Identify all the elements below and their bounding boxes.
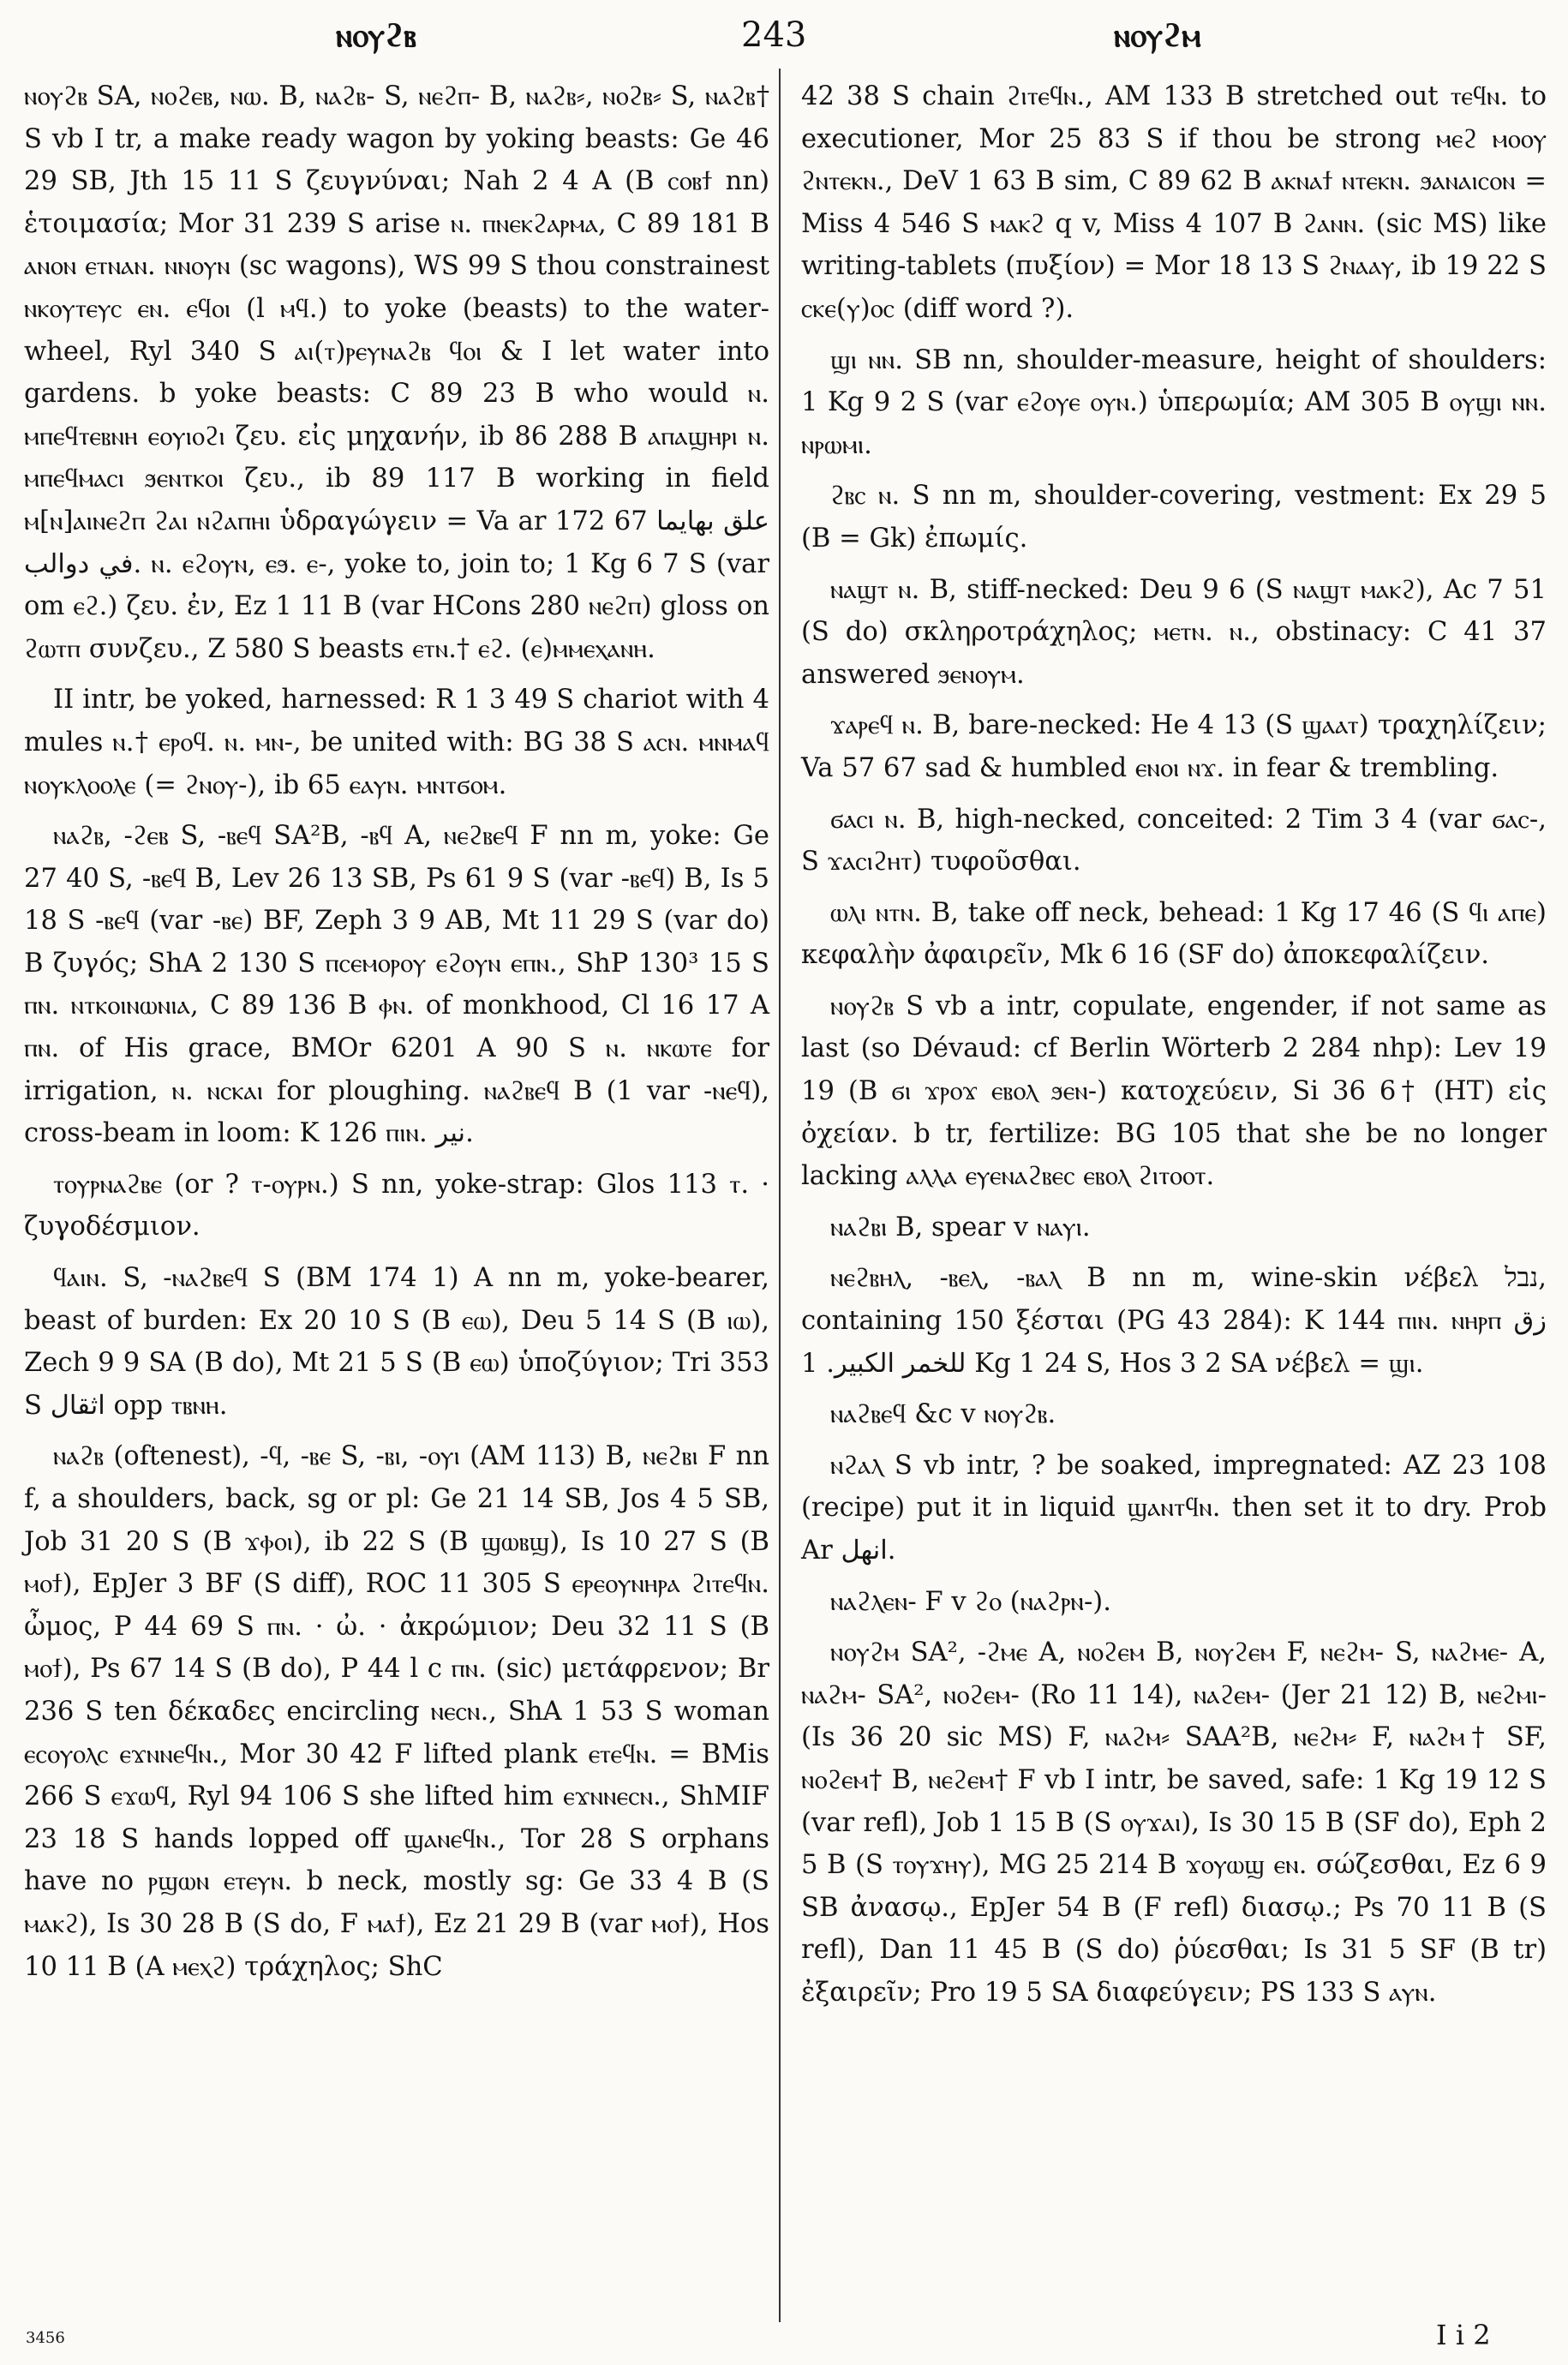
entry-behead: ⲱⲗⲓ ⲛⲧⲛ. B, take off neck, behead: 1 Kg 17 46 (S ϥⲓ ⲁⲡⲉ) κεφαλὴν ἀφαιρεῖν, Mk 6 16 (SF do) ἀποκεφαλίζειν.: [801, 897, 1547, 971]
printer-signature: 3456: [26, 2329, 65, 2347]
entry-nouhm-saved: ⲛⲟⲩϩⲙ SA², -ϩⲙⲉ A, ⲛⲟϩⲉⲙ B, ⲛⲟⲩϩⲉⲙ F, ⲛⲉϩⲙ- S, ⲛⲁϩⲙⲉ- A, ⲛⲁϩⲙ- SA², ⲛⲟϩⲉⲙ- (Ro 11 14), ⲛⲁϩⲉⲙ- (Jer 21 12) B, ⲛⲉϩⲙⲓ- (Is 36 20 sic MS) F, ⲛⲁϩⲙ⸗ SAA²B, ⲛⲉϩⲙ⸗ F, ⲛⲁϩⲙ† SF, ⲛⲟϩⲉⲙ† B, ⲛⲉϩⲉⲙ† F vb I intr, be saved, safe: 1 Kg 19 12 S (var refl), Job 1 15 B (S ⲟⲩϫⲁⲓ), Is 30 15 B (SF do), Eph 2 5 B (S ⲧⲟⲩϫⲏⲩ), MG 25 214 B ϫⲟⲩⲱϣ ⲉⲛ. σώζεσθαι, Ez 6 9 SB ἀνασῳ., EpJer 54 B (F refl) διασῳ.; Ps 70 11 B (S refl), Dan 11 45 B (S do) ῥύεσθαι; Is 31 5 SF (B tr) ἐξαιρεῖν; Pro 19 5 SA διαφεύγειν; PS 133 S ⲁⲩⲛ.: [801, 1638, 1547, 2008]
entry-yoke-strap: ⲧⲟⲩⲣⲛⲁϩⲃⲉ (or ? ⲧ-ⲟⲩⲣⲛ.) S nn, yoke-strap: Glos 113 ⲧ. · ζυγοδέσμιον.: [24, 1169, 769, 1242]
left-column: [24, 75, 769, 1997]
running-head-left: ⲛⲟⲩϩⲃ: [336, 15, 416, 54]
column-divider: [779, 69, 781, 2322]
entry-nahb-yoke-noun: ⲛⲁϩⲃ, -ϩⲉⲃ S, -ⲃⲉϥ SA²B, -ⲃϥ A, ⲛⲉϩⲃⲉϥ F nn m, yoke: Ge 27 40 S, -ⲃⲉϥ B, Lev 26 13 SB, Ps 61 9 S (var -ⲃⲉϥ) B, Is 5 18 S -ⲃⲉϥ (var -ⲃⲉ) BF, Zeph 3 9 AB, Mt 11 29 S (var do) B ζυγός; ShA 2 130 S ⲡⲥⲉⲙⲟⲣⲟⲩ ⲉϩⲟⲩⲛ ⲉⲡⲛ., ShP 130³ 15 S ⲡⲛ. ⲛⲧⲕⲟⲓⲛⲱⲛⲓⲁ, C 89 136 B ⲫⲛ. of monkhood, Cl 16 17 A ⲡⲛ. of His grace, BMOr 6201 A 90 S ⲛ. ⲛⲕⲱⲧⲉ for irrigation, ⲛ. ⲛⲥⲕⲁⲓ for ploughing. ⲛⲁϩⲃⲉϥ B (1 var -ⲛⲉϥ), cross-beam in loom: K 126 ⲡⲓⲛ. نير.: [24, 821, 769, 1149]
entry-yoke-bearer: ϥⲁⲓⲛ. S, -ⲛⲁϩⲃⲉϥ S (BM 174 1) A nn m, yoke-bearer, beast of burden: Ex 20 10 S (B ⲉⲱ), Deu 5 14 S (B ⲓⲱ), Zech 9 9 SA (B do), Mt 21 5 S (B ⲉⲱ) ὑποζύγιον; Tri 353 S اثقال opp ⲧⲃⲛⲏ.: [24, 1263, 769, 1421]
entry-wine-skin: ⲛⲉϩⲃⲏⲗ, -ⲃⲉⲗ, -ⲃⲁⲗ B nn m, wine-skin νέβελ נבל, containing 150 ξέσται (PG 43 284): K 144 ⲡⲓⲛ. ⲛⲏⲣⲡ زق للخمر الكبير. 1 Kg 1 24 S, Hos 3 2 SA νέβελ = ϣⲓ.: [801, 1263, 1547, 1379]
entry-high-necked: ϭⲁⲥⲓ ⲛ. B, high-necked, conceited: 2 Tim 3 4 (var ϭⲁⲥ-, S ϫⲁⲥⲓϩⲏⲧ) τυφοῦσθαι.: [801, 804, 1547, 877]
entry-intr-yoked: II intr, be yoked, harnessed: R 1 3 49 S chariot with 4 mules ⲛ.† ⲉⲣⲟϥ. ⲛ. ⲙⲛ-, be united with: BG 38 S ⲁⲥⲛ. ⲙⲛⲙⲁϥ ⲛⲟⲩⲕⲗⲟⲟⲗⲉ (= ϩⲛⲟⲩ-), ib 65 ⲉⲁⲩⲛ. ⲙⲛⲧϭⲟⲙ.: [24, 685, 769, 800]
entry-nahbef-crossref: ⲛⲁϩⲃⲉϥ &c v ⲛⲟⲩϩⲃ.: [830, 1399, 1056, 1430]
entry-nouhb-yoke: ⲛⲟⲩϩⲃ SA, ⲛⲟϩⲉⲃ, ⲛⲱ. B, ⲛⲁϩⲃ- S, ⲛⲉϩⲡ- B, ⲛⲁϩⲃ⸗, ⲛⲟϩⲃ⸗ S, ⲛⲁϩⲃ† S vb I tr, a make ready wagon by yoking beasts: Ge 46 29 SB, Jth 15 11 S ζευγνύναι; Nah 2 4 A (B ⲥⲟⲃϯ nn) ἑτοιμασία; Mor 31 239 S arise ⲛ. ⲡⲛⲉⲕϩⲁⲣⲙⲁ, C 89 181 B ⲁⲛⲟⲛ ⲉⲧⲛⲁⲛ. ⲛⲛⲟⲩⲛ (sc wagons), WS 99 S thou constrainest ⲛⲕⲟⲩⲧⲉⲩⲥ ⲉⲛ. ⲉϥⲟⲓ (l ⲙϥ.) to yoke (beasts) to the water-wheel, Ryl 340 S ⲁⲓ(ⲧ)ⲣⲉⲩⲛⲁϩⲃ ϥⲟⲓ & I let water into gardens. b yoke beasts: C 89 23 B who would ⲛ. ⲙⲡⲉϥⲧⲉⲃⲛⲏ ⲉⲟⲩⲓⲟϩⲓ ζευ. εἰς μηχανήν, ib 86 288 B ⲁⲡⲁϣⲏⲣⲓ ⲛ. ⲙⲡⲉϥⲙⲁⲥⲓ ϧⲉⲛⲧⲕⲟⲓ ζευ., ib 89 117 B working in field ⲙ[ⲛ]ⲁⲓⲛⲉϩⲡ ϩⲁⲓ ⲛϩⲁⲡⲏⲓ ὑδραγώγειν = Va ar 172 67 علق بهايما في دوالب. ⲛ. ⲉϩⲟⲩⲛ, ⲉϧ. ⲉ-, yoke to, join to; 1 Kg 6 7 S (var om ⲉϩ.) ζευ. ἐν, Ez 1 11 B (var HCons 280 ⲛⲉϩⲡ) gloss on ϩⲱⲧⲡ συνζευ., Z 580 S beasts ⲉⲧⲛ.† ⲉϩ. (ⲉ)ⲙⲙⲉⲭⲁⲛⲏ.: [24, 81, 769, 664]
page-number: 243: [741, 15, 807, 55]
entry-nouhb-copulate: ⲛⲟⲩϩⲃ S vb a intr, copulate, engender, if not same as last (so Dévaud: cf Berlin Wörterb 2 284 nhp): Lev 19 19 (B ϭⲓ ϫⲣⲟϫ ⲉⲃⲟⲗ ϧⲉⲛ-) κατοχεύειν, Si 36 6† (HT) εἰς ὀχείαν. b tr, fertilize: BG 105 that she be no longer lacking ⲁⲗⲗⲁ ⲉⲩⲉⲛⲁϩⲃⲉⲥ ⲉⲃⲟⲗ ϩⲓⲧⲟⲟⲧ.: [801, 991, 1547, 1192]
entry-nhal-soaked: ⲛϩⲁⲗ S vb intr, ? be soaked, impregnated: AZ 23 108 (recipe) put it in liquid ϣⲁⲛⲧϥⲛ. then set it to dry. Prob Ar انهل.: [801, 1450, 1547, 1566]
gathering-mark: I i 2: [1436, 2319, 1491, 2351]
entry-nahbi-spear: ⲛⲁϩⲃⲓ B, spear v ⲛⲁⲩⲓ.: [830, 1212, 1091, 1242]
entry-shoulder-measure: ϣⲓ ⲛⲛ. SB nn, shoulder-measure, height of shoulders: 1 Kg 9 2 S (var ⲉϩⲟⲩⲉ ⲟⲩⲛ.) ὑπερωμία; AM 305 B ⲟⲩϣⲓ ⲛⲛ. ⲛⲣⲱⲙⲓ.: [801, 344, 1547, 460]
entry-nahlen-crossref: ⲛⲁϩⲗⲉⲛ- F v ϩⲟ (ⲛⲁϩⲣⲛ-).: [830, 1586, 1111, 1617]
running-head-right: ⲛⲟⲩϩⲙ: [1114, 15, 1201, 54]
entry-neck-continued: 42 38 S chain ϩⲓⲧⲉϥⲛ., AM 133 B stretched out ⲧⲉϥⲛ. to executioner, Mor 25 83 S if thou be strong ⲙⲉϩ ⲙⲟⲟⲩ ϩⲛⲧⲉⲕⲛ., DeV 1 63 B sim, C 89 62 B ⲁⲕⲛⲁϯ ⲛⲧⲉⲕⲛ. ϧⲁⲛⲁⲓⲥⲟⲛ = Miss 4 546 S ⲙⲁⲕϩ q v, Miss 4 107 B ϩⲁⲛⲛ. (sic MS) like writing-tablets (πυξίον) = Mor 18 13 S ϩⲛⲁⲁⲩ, ib 19 22 S ⲥⲕⲉ(ⲩ)ⲟⲥ (diff word ?).: [801, 81, 1547, 324]
entry-stiff-necked: ⲛⲁϣⲧ ⲛ. B, stiff-necked: Deu 9 6 (S ⲛⲁϣⲧ ⲙⲁⲕϩ), Ac 7 51 (S do) σκληροτράχηλος; ⲙⲉⲧⲛ. ⲛ., obstinacy: C 41 37 answered ϧⲉⲛⲟⲩⲙ.: [801, 574, 1547, 690]
entry-bare-necked: ϫⲁⲣⲉϥ ⲛ. B, bare-necked: He 4 13 (S ϣⲁⲁⲧ) τραχηλίζειν; Va 57 67 sad & humbled ⲉⲛⲟⲓ ⲛϫ. in fear & trembling.: [801, 710, 1547, 783]
right-column: [801, 75, 1547, 2023]
entry-shoulders-neck: ⲛⲁϩⲃ (oftenest), -ϥ, -ⲃⲉ S, -ⲃⲓ, -ⲟⲩⲓ (AM 113) B, ⲛⲉϩⲃⲓ F nn f, a shoulders, back, sg or pl: Ge 21 14 SB, Jos 4 5 SB, Job 31 20 S (B ϫⲫⲟⲓ), ib 22 S (B ϣⲱⲃϣ), Is 10 27 S (B ⲙⲟϯ), EpJer 3 BF (S diff), ROC 11 305 S ⲉⲣⲉⲟⲩⲛⲏⲣⲁ ϩⲓⲧⲉϥⲛ. ὦμος, P 44 69 S ⲡⲛ. · ὠ. · ἀκρώμιον; Deu 32 11 S (B ⲙⲟϯ), Ps 67 14 S (B do), P 44 l c ⲡⲛ. (sic) μετάφρενον; Br 236 S ten δέκαδες encircling ⲛⲉⲥⲛ., ShA 1 53 S woman ⲉⲥⲟⲩⲟⲗⲥ ⲉϫⲛⲛⲉϥⲛ., Mor 30 42 F lifted plank ⲉⲧⲉϥⲛ. = BMis 266 S ⲉϫⲱϥ, Ryl 94 106 S she lifted him ⲉϫⲛⲛⲉⲥⲛ., ShMIF 23 18 S hands lopped off ϣⲁⲛⲉϥⲛ., Tor 28 S orphans have no ⲣϣⲱⲛ ⲉⲧⲉⲩⲛ. b neck, mostly sg: Ge 33 4 B (S ⲙⲁⲕϩ), Is 30 28 B (S do, F ⲙⲁϯ), Ez 21 29 B (var ⲙⲟϯ), Hos 10 11 B (A ⲙⲉⲭϩ) τράχηλος; ShC: [24, 1441, 769, 1982]
entry-shoulder-covering: ϩⲃⲥ ⲛ. S nn m, shoulder-covering, vestment: Ex 29 5 (B = Gk) ἐπωμίς.: [801, 481, 1547, 554]
